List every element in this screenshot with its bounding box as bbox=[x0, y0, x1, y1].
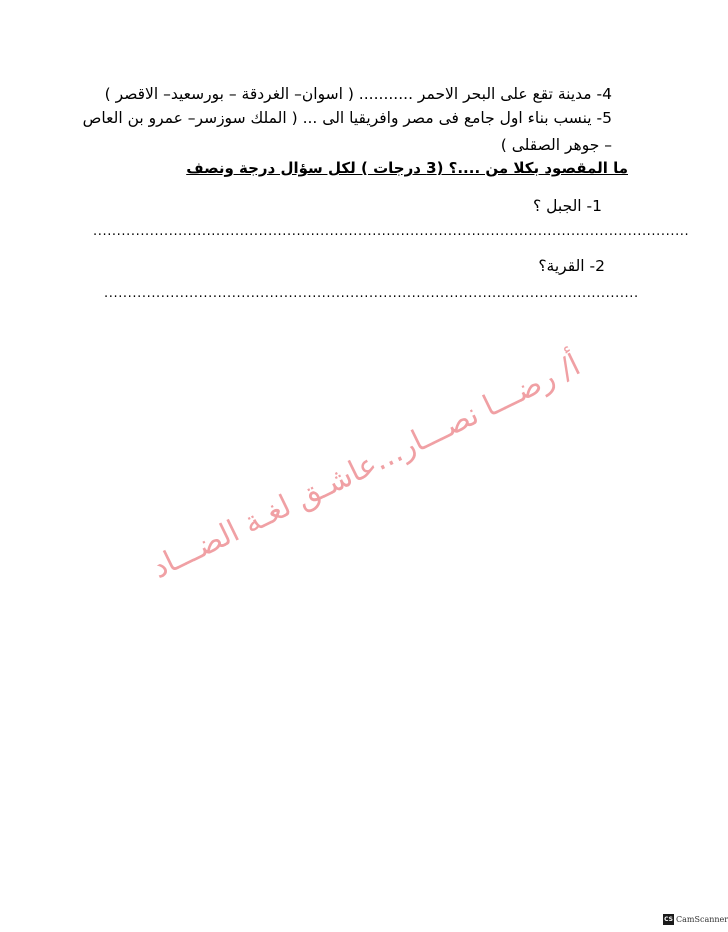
question-5-line-1: 5- ينسب بناء اول جامع فى مصر وافريقيا الى ... ( الملك سوزسر– عمرو بن العاص bbox=[82, 109, 612, 127]
answer-line-1: .............................................................................................................................. bbox=[93, 224, 690, 239]
answer-line-2: ................................................................................................................. bbox=[104, 286, 639, 301]
definition-item-1: 1- الجبل ؟ bbox=[533, 197, 602, 215]
camscanner-label: CamScanner bbox=[676, 915, 728, 924]
camscanner-icon: CS bbox=[664, 916, 673, 923]
camscanner-badge bbox=[663, 914, 728, 925]
question-4: 4- مدينة تقع على البحر الاحمر ........... ( اسوان– الغردقة – بورسعيد– الاقصر ) bbox=[104, 85, 612, 103]
question-5-line-2: – جوهر الصقلى ) bbox=[500, 136, 612, 154]
definition-item-2: 2- القرية؟ bbox=[538, 257, 605, 275]
section-heading: ما المقصود بكلا من ....؟ (3 درجات ) لكل سؤال درجة ونصف bbox=[186, 159, 628, 177]
author-watermark: أ/ رضـــا نصـــار...عاشـق لغـة الضـــاد bbox=[146, 347, 586, 586]
